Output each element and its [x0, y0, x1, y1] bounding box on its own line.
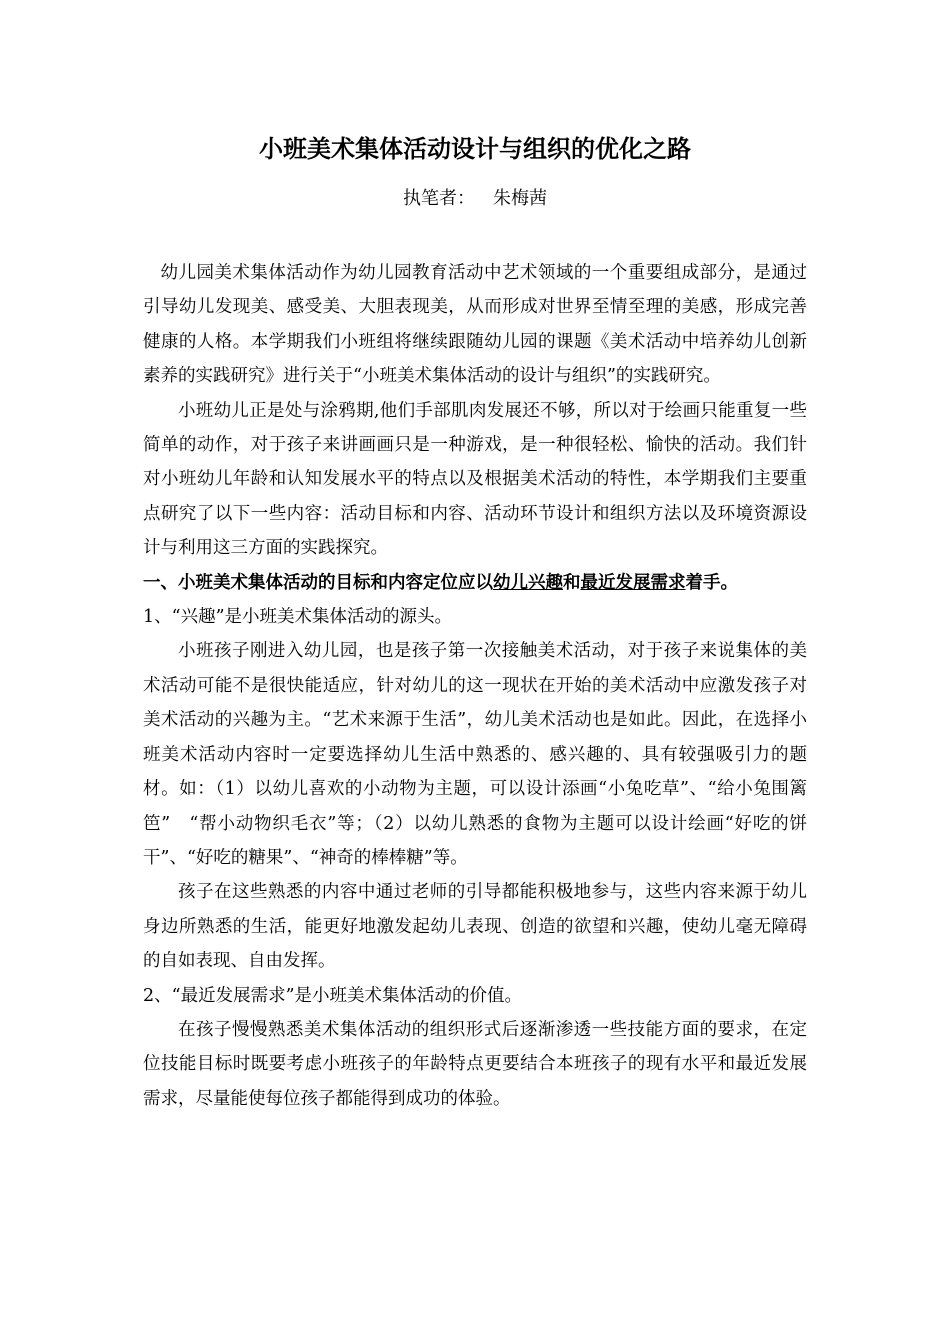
author-name: 朱梅茜 — [493, 188, 547, 209]
subsection-heading: 2、“最近发展需求”是小班美术集体活动的价值。 — [143, 985, 523, 1006]
body-paragraph: 小班孩子刚进入幼儿园，也是孩子第一次接触美术活动，对于孩子来说集体的美术活动可能不是很快能适应，针对幼儿的这一现状在开始的美术活动中应激发孩子对美术活动的兴趣为主。“艺术来源于生活”，幼儿美术活动也是如此。因此，在选择小班美术活动内容时一定要选择幼儿生活中熟悉的、感兴趣的、具有较强吸引力的题材。如：（1）以幼儿喜欢的小动物为主题，可以设计添画“小兔吃草”、“给小兔围篱笆” “帮小动物织毛衣”等；（2）以幼儿熟悉的食物为主题可以设计绘画“好吃的饼干”、“好吃的糖果”、“神奇的棒棒糖”等。 — [143, 641, 807, 868]
heading-text: 一、小班美术集体活动的目标和内容定位应以 — [143, 572, 493, 593]
document-body — [143, 256, 807, 1116]
heading-underlined-text: 最近发展需求 — [580, 572, 686, 593]
body-paragraph: 小班幼儿正是处与涂鸦期,他们手部肌肉发展还不够，所以对于绘画只能重复一些简单的动作，对于孩子来讲画画只是一种游戏，是一种很轻松、愉快的活动。我们针对小班幼儿年龄和认知发展水平的特点以及根据美术活动的特性，本学期我们主要重点研究了以下一些内容：活动目标和内容、活动环节设计和组织方法以及环境资源设计与利用这三方面的实践探究。 — [143, 400, 807, 559]
heading-underlined-text: 幼儿兴趣 — [493, 572, 563, 593]
document-title: 小班美术集体活动设计与组织的优化之路 — [259, 134, 691, 163]
author-line — [0, 185, 950, 213]
intro-paragraph: 幼儿园美术集体活动作为幼儿园教育活动中艺术领域的一个重要组成部分，是通过引导幼儿发现美、感受美、大胆表现美，从而形成对世界至情至理的美感，形成完善健康的人格。本学期我们小班组将继续跟随幼儿园的课题《美术活动中培养幼儿创新素养的实践研究》进行关于“小班美术集体活动的设计与组织”的实践研究。 — [143, 263, 807, 387]
heading-text: 和 — [563, 572, 581, 593]
heading-text: 着手。 — [685, 572, 738, 593]
body-paragraph: 孩子在这些熟悉的内容中通过老师的引导都能积极地参与，这些内容来源于幼儿身边所熟悉的生活，能更好地激发起幼儿表现、创造的欲望和兴趣，使幼儿毫无障碍的自如表现、自由发挥。 — [143, 882, 807, 972]
author-label: 执笔者： — [403, 188, 475, 209]
body-paragraph: 在孩子慢慢熟悉美术集体活动的组织形式后逐渐渗透一些技能方面的要求，在定位技能目标时既要考虑小班孩子的年龄特点更要结合本班孩子的现有水平和最近发展需求，尽量能使每位孩子都能得到成功的体验。 — [143, 1019, 807, 1109]
subsection-heading: 1、“兴趣”是小班美术集体活动的源头。 — [143, 607, 453, 628]
section-heading — [143, 566, 807, 600]
